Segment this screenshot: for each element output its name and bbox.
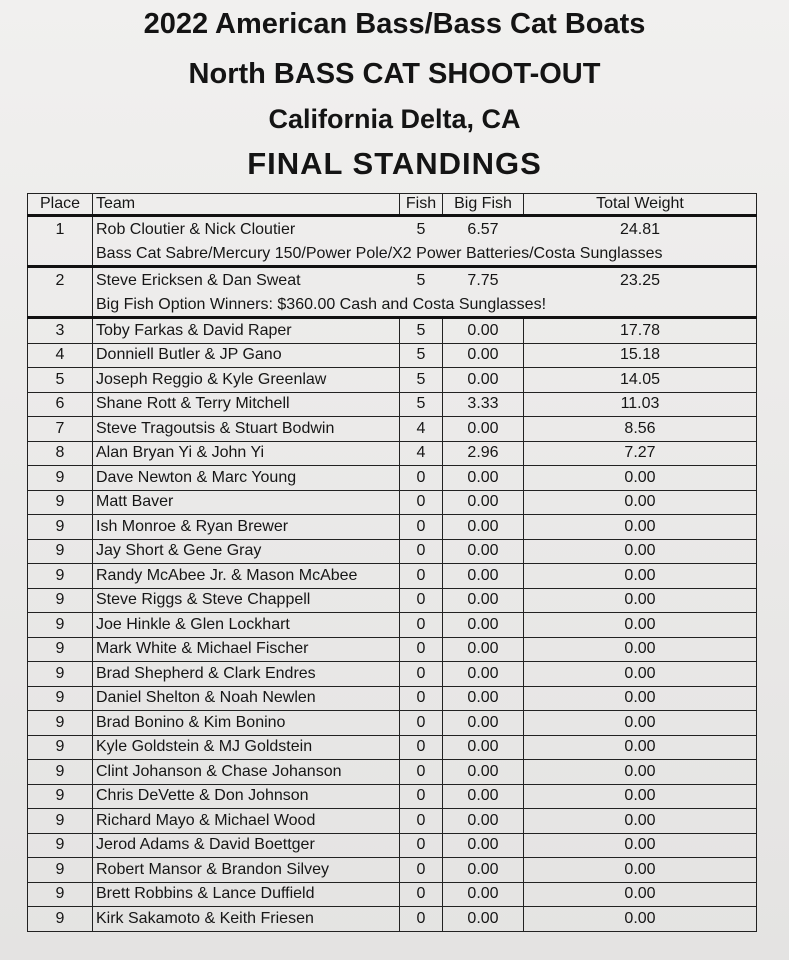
big-fish-cell: 0.00 [443, 417, 524, 442]
big-fish-cell: 0.00 [443, 515, 524, 540]
prize-note: Bass Cat Sabre/Mercury 150/Power Pole/X2 Power Batteries/Costa Sunglasses [96, 245, 663, 262]
big-fish-cell: 0.00 [443, 490, 524, 515]
team-cell: Clint Johanson & Chase Johanson [93, 760, 400, 785]
table-row [28, 760, 757, 785]
team-cell: Kirk Sakamoto & Keith Friesen [93, 907, 400, 932]
table-row [28, 637, 757, 662]
fish-cell: 0 [400, 637, 443, 662]
team-cell: Chris DeVette & Don Johnson [93, 784, 400, 809]
big-fish-cell: 0.00 [443, 343, 524, 368]
fish-cell: 0 [400, 784, 443, 809]
table-row [28, 466, 757, 491]
total-weight-cell: 11.03 [524, 392, 757, 417]
total-weight-cell: 0.00 [524, 515, 757, 540]
place-cell: 9 [28, 907, 93, 932]
big-fish-cell: 2.96 [443, 441, 524, 466]
place-cell: 7 [28, 417, 93, 442]
fish-cell: 0 [400, 833, 443, 858]
place-cell: 9 [28, 490, 93, 515]
table-row [28, 809, 757, 834]
total-weight-cell: 0.00 [524, 613, 757, 638]
big-fish-cell: 0.00 [443, 539, 524, 564]
big-fish-cell: 0.00 [443, 613, 524, 638]
team-cell: Matt Baver [93, 490, 400, 515]
fish-cell: 0 [400, 515, 443, 540]
fish-cell: 0 [400, 588, 443, 613]
total-weight-cell: 0.00 [524, 735, 757, 760]
total-weight-cell: 0.00 [524, 760, 757, 785]
event-subtitle: North BASS CAT SHOOT-OUT [188, 58, 601, 90]
column-header-team: Team [93, 194, 400, 216]
column-header-total-weight: Total Weight [524, 194, 757, 216]
standings-body [28, 216, 757, 932]
place-cell: 9 [28, 539, 93, 564]
fish-cell: 4 [400, 417, 443, 442]
team-cell: Brett Robbins & Lance Duffield [93, 882, 400, 907]
fish-cell: 0 [400, 907, 443, 932]
table-row [28, 907, 757, 932]
team-cell: Robert Mansor & Brandon Silvey [93, 858, 400, 883]
big-fish-cell: 0.00 [443, 588, 524, 613]
place-cell: 9 [28, 809, 93, 834]
big-fish-cell: 3.33 [443, 392, 524, 417]
fish-cell: 0 [400, 735, 443, 760]
table-row [28, 343, 757, 368]
place-cell: 9 [28, 613, 93, 638]
big-fish-cell: 7.75 [443, 267, 524, 318]
fish-cell: 0 [400, 466, 443, 491]
table-row [28, 711, 757, 736]
big-fish-cell: 0.00 [443, 662, 524, 687]
table-row [28, 882, 757, 907]
fish-cell: 0 [400, 882, 443, 907]
fish-cell: 0 [400, 711, 443, 736]
total-weight-cell: 0.00 [524, 686, 757, 711]
table-row [28, 515, 757, 540]
total-weight-cell: 0.00 [524, 711, 757, 736]
total-weight-cell: 0.00 [524, 588, 757, 613]
fish-cell: 0 [400, 858, 443, 883]
total-weight-cell: 0.00 [524, 637, 757, 662]
place-cell: 9 [28, 515, 93, 540]
team-cell: Shane Rott & Terry Mitchell [93, 392, 400, 417]
table-row [28, 318, 757, 344]
team-cell: Dave Newton & Marc Young [93, 466, 400, 491]
big-fish-cell: 0.00 [443, 318, 524, 344]
team-cell: Steve Tragoutsis & Stuart Bodwin [93, 417, 400, 442]
team-cell: Richard Mayo & Michael Wood [93, 809, 400, 834]
total-weight-cell: 0.00 [524, 907, 757, 932]
big-fish-cell: 0.00 [443, 760, 524, 785]
team-name: Rob Cloutier & Nick Cloutier [96, 221, 296, 238]
table-row [28, 417, 757, 442]
place-cell: 9 [28, 833, 93, 858]
fish-cell: 0 [400, 490, 443, 515]
place-cell: 9 [28, 564, 93, 589]
fish-cell: 0 [400, 809, 443, 834]
total-weight-cell: 23.25 [524, 267, 757, 318]
place-cell: 9 [28, 858, 93, 883]
team-cell: Kyle Goldstein & MJ Goldstein [93, 735, 400, 760]
big-fish-cell: 0.00 [443, 833, 524, 858]
prize-note: Big Fish Option Winners: $360.00 Cash and Costa Sunglasses! [96, 296, 547, 313]
team-name: Steve Ericksen & Dan Sweat [96, 272, 301, 289]
team-cell: Daniel Shelton & Noah Newlen [93, 686, 400, 711]
team-cell: Ish Monroe & Ryan Brewer [93, 515, 400, 540]
total-weight-cell: 8.56 [524, 417, 757, 442]
fish-cell: 5 [400, 343, 443, 368]
team-cell: Jerod Adams & David Boettger [93, 833, 400, 858]
fish-cell: 0 [400, 613, 443, 638]
fish-cell: 0 [400, 564, 443, 589]
place-cell: 9 [28, 637, 93, 662]
big-fish-cell: 0.00 [443, 466, 524, 491]
big-fish-cell: 0.00 [443, 564, 524, 589]
table-row [28, 441, 757, 466]
total-weight-cell: 0.00 [524, 882, 757, 907]
table-row [28, 662, 757, 687]
column-header-big-fish: Big Fish [443, 194, 524, 216]
place-cell: 4 [28, 343, 93, 368]
total-weight-cell: 0.00 [524, 833, 757, 858]
total-weight-cell: 0.00 [524, 539, 757, 564]
table-row [28, 368, 757, 393]
table-row [28, 392, 757, 417]
team-cell: Joseph Reggio & Kyle Greenlaw [93, 368, 400, 393]
big-fish-cell: 0.00 [443, 637, 524, 662]
fish-cell: 0 [400, 662, 443, 687]
column-header-fish: Fish [400, 194, 443, 216]
total-weight-cell: 0.00 [524, 466, 757, 491]
team-cell: Steve Riggs & Steve Chappell [93, 588, 400, 613]
team-cell: Randy McAbee Jr. & Mason McAbee [93, 564, 400, 589]
team-cell: Toby Farkas & David Raper [93, 318, 400, 344]
standings-heading: FINAL STANDINGS [247, 146, 542, 181]
table-row [28, 613, 757, 638]
place-cell: 9 [28, 760, 93, 785]
team-cell: Jay Short & Gene Gray [93, 539, 400, 564]
table-row [28, 858, 757, 883]
team-cell: Brad Bonino & Kim Bonino [93, 711, 400, 736]
fish-cell: 0 [400, 760, 443, 785]
total-weight-cell: 0.00 [524, 662, 757, 687]
place-cell: 9 [28, 466, 93, 491]
place-cell: 2 [28, 267, 93, 318]
event-location: California Delta, CA [268, 104, 521, 134]
table-row [28, 539, 757, 564]
place-cell: 9 [28, 784, 93, 809]
top-finisher-row [28, 216, 757, 267]
place-cell: 9 [28, 686, 93, 711]
total-weight-cell: 0.00 [524, 564, 757, 589]
fish-cell: 0 [400, 686, 443, 711]
big-fish-cell: 0.00 [443, 907, 524, 932]
team-cell: Alan Bryan Yi & John Yi [93, 441, 400, 466]
table-row [28, 735, 757, 760]
place-cell: 6 [28, 392, 93, 417]
total-weight-cell: 0.00 [524, 858, 757, 883]
fish-cell: 5 [400, 267, 443, 318]
table-row [28, 588, 757, 613]
total-weight-cell: 24.81 [524, 216, 757, 267]
big-fish-cell: 0.00 [443, 711, 524, 736]
place-cell: 9 [28, 711, 93, 736]
total-weight-cell: 15.18 [524, 343, 757, 368]
header-row [28, 194, 757, 216]
fish-cell: 5 [400, 318, 443, 344]
place-cell: 9 [28, 662, 93, 687]
big-fish-cell: 0.00 [443, 686, 524, 711]
total-weight-cell: 7.27 [524, 441, 757, 466]
table-row [28, 490, 757, 515]
fish-cell: 4 [400, 441, 443, 466]
table-row [28, 564, 757, 589]
total-weight-cell: 14.05 [524, 368, 757, 393]
table-row [28, 686, 757, 711]
fish-cell: 5 [400, 368, 443, 393]
place-cell: 9 [28, 735, 93, 760]
place-cell: 3 [28, 318, 93, 344]
place-cell: 8 [28, 441, 93, 466]
big-fish-cell: 6.57 [443, 216, 524, 267]
big-fish-cell: 0.00 [443, 809, 524, 834]
big-fish-cell: 0.00 [443, 784, 524, 809]
column-header-place: Place [28, 194, 93, 216]
big-fish-cell: 0.00 [443, 858, 524, 883]
table-row [28, 833, 757, 858]
total-weight-cell: 0.00 [524, 784, 757, 809]
fish-cell: 5 [400, 392, 443, 417]
total-weight-cell: 17.78 [524, 318, 757, 344]
place-cell: 5 [28, 368, 93, 393]
place-cell: 9 [28, 882, 93, 907]
event-title: 2022 American Bass/Bass Cat Boats [143, 8, 646, 40]
big-fish-cell: 0.00 [443, 368, 524, 393]
team-cell: Donniell Butler & JP Gano [93, 343, 400, 368]
team-cell: Brad Shepherd & Clark Endres [93, 662, 400, 687]
table-row [28, 784, 757, 809]
fish-cell: 5 [400, 216, 443, 267]
fish-cell: 0 [400, 539, 443, 564]
total-weight-cell: 0.00 [524, 809, 757, 834]
big-fish-cell: 0.00 [443, 882, 524, 907]
team-cell: Joe Hinkle & Glen Lockhart [93, 613, 400, 638]
top-finisher-row [28, 267, 757, 318]
total-weight-cell: 0.00 [524, 490, 757, 515]
place-cell: 9 [28, 588, 93, 613]
place-cell: 1 [28, 216, 93, 267]
big-fish-cell: 0.00 [443, 735, 524, 760]
team-cell: Mark White & Michael Fischer [93, 637, 400, 662]
standings-table [27, 193, 757, 932]
